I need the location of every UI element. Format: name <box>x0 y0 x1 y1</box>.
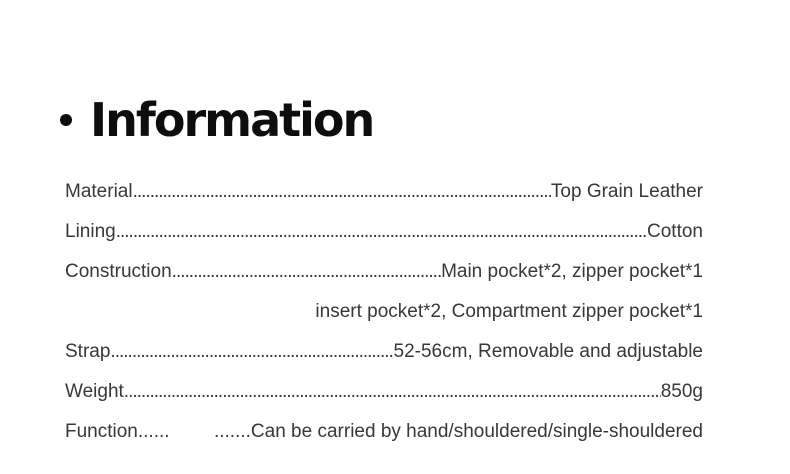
spec-row-construction <box>65 252 703 292</box>
spec-label: Function...... <box>65 421 170 442</box>
section-heading <box>60 93 374 147</box>
spec-row-lining <box>65 212 703 252</box>
dotted-leader <box>172 252 441 292</box>
spec-label: Construction <box>65 261 172 282</box>
dotted-leader <box>116 212 647 252</box>
spec-value: Cotton <box>647 221 703 242</box>
dotted-leader <box>124 372 661 412</box>
spec-value: Main pocket*2, zipper pocket*1 <box>441 261 703 282</box>
spec-label: Weight <box>65 381 124 402</box>
spec-label: Material <box>65 181 133 202</box>
spec-row-material <box>65 172 703 212</box>
dotted-leader <box>110 332 393 372</box>
spec-label: Lining <box>65 221 116 242</box>
spec-value: 850g <box>660 381 703 402</box>
page-title: Information <box>90 93 374 147</box>
spec-value: .......Can be carried by hand/shouldered/single-shouldered <box>213 421 703 442</box>
spec-value: 52-56cm, Removable and adjustable <box>393 341 703 362</box>
dotted-leader <box>133 172 551 212</box>
spec-row-strap <box>65 332 703 372</box>
spec-value: insert pocket*2, Compartment zipper pocket*1 <box>315 301 703 322</box>
spec-list <box>65 172 703 452</box>
spec-row-construction-continued <box>65 292 703 332</box>
spec-label: Strap <box>65 341 111 362</box>
spec-row-function <box>65 412 703 452</box>
spec-row-weight <box>65 372 703 412</box>
bullet-icon <box>60 114 72 126</box>
spec-value: Top Grain Leather <box>550 181 703 202</box>
